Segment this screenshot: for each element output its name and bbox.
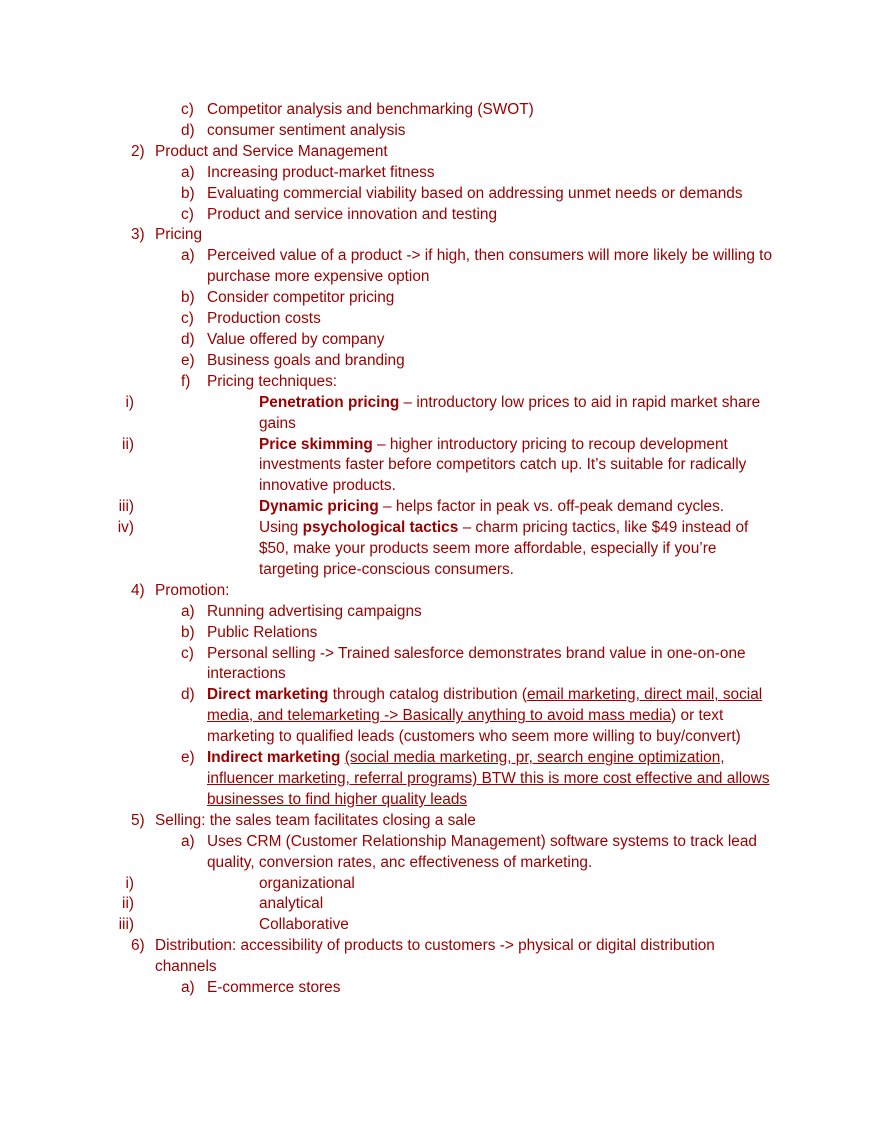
item-text: – charm pricing tactics, like $49 instead of $50, make your products seem more affordable, especially if you’re targeting price-conscious consumers. <box>259 519 749 578</box>
list-marker: i) <box>125 874 134 892</box>
list-marker: 5) <box>131 811 145 829</box>
underlined-text: (social media marketing, pr, search engine optimization, influencer marketing, referral programs) BTW this is more cost effective and allows businesses to find higher quality leads <box>207 749 770 808</box>
item-term: Indirect marketing <box>207 749 341 767</box>
item-text: Promotion: <box>155 581 230 599</box>
item-text: Increasing product-market fitness <box>207 163 435 181</box>
list-item <box>0 623 780 644</box>
item-text: Consider competitor pricing <box>207 289 395 307</box>
list-item <box>0 581 780 602</box>
list-item <box>0 121 780 142</box>
list-item <box>0 497 780 518</box>
list-marker: f) <box>181 372 191 390</box>
item-text: Business goals and branding <box>207 351 405 369</box>
list-marker: a) <box>181 163 195 181</box>
item-text: Public Relations <box>207 623 318 641</box>
item-text: Product and service innovation and testing <box>207 205 498 223</box>
item-text: through catalog distribution ( <box>328 686 527 704</box>
list-item <box>0 811 780 832</box>
item-text: organizational <box>259 874 355 892</box>
list-marker: b) <box>181 184 195 202</box>
list-marker: c) <box>181 101 194 118</box>
item-term: psychological tactics <box>302 519 459 537</box>
list-marker: iii) <box>118 498 134 516</box>
item-text: Value offered by company <box>207 330 385 348</box>
list-item <box>0 100 780 121</box>
item-text-post: ) or text marketing to qualified leads (customers who seem more willing to buy/convert) <box>207 707 741 746</box>
list-marker: b) <box>181 289 195 307</box>
item-text: Pricing <box>155 226 203 244</box>
list-item <box>0 435 780 498</box>
item-text: Competitor analysis and benchmarking (SWOT) <box>207 101 534 118</box>
list-item <box>0 246 780 288</box>
item-term: Penetration pricing <box>259 393 400 411</box>
list-item <box>0 748 780 811</box>
list-marker: d) <box>181 330 195 348</box>
item-text: E-commerce stores <box>207 979 341 997</box>
item-text: consumer sentiment analysis <box>207 121 406 139</box>
item-text: analytical <box>259 895 324 913</box>
list-marker: d) <box>181 686 195 704</box>
item-term: Direct marketing <box>207 686 329 704</box>
item-text: Collaborative <box>259 916 349 934</box>
list-item <box>0 205 780 226</box>
list-marker: 4) <box>131 581 145 599</box>
list-item <box>0 142 780 163</box>
list-item <box>0 309 780 330</box>
list-item <box>0 685 780 748</box>
item-text: – helps factor in peak vs. off-peak demand cycles. <box>378 498 725 516</box>
list-item <box>0 163 780 184</box>
list-item <box>0 518 780 581</box>
item-text: Perceived value of a product -> if high, then consumers will more likely be willing to purchase more expensive option <box>207 247 773 286</box>
list-marker: 6) <box>131 937 145 955</box>
list-marker: a) <box>181 602 195 620</box>
list-item <box>0 602 780 623</box>
list-marker: e) <box>181 749 195 767</box>
item-text: Pricing techniques: <box>207 372 338 390</box>
list-marker: b) <box>181 623 195 641</box>
list-marker: a) <box>181 979 195 997</box>
list-marker: c) <box>181 310 194 328</box>
list-item <box>0 832 780 874</box>
list-marker: c) <box>181 205 194 223</box>
item-text-pre: Using <box>259 519 303 537</box>
list-marker: e) <box>181 351 195 369</box>
outline-list <box>0 100 880 999</box>
list-marker: c) <box>181 644 194 662</box>
list-item <box>0 288 780 309</box>
item-text: – introductory low prices to aid in rapid market share gains <box>259 393 761 432</box>
list-marker: 2) <box>131 142 145 160</box>
list-marker: a) <box>181 832 195 850</box>
list-marker: iv) <box>117 519 134 537</box>
list-item <box>0 225 780 246</box>
item-text: Personal selling -> Trained salesforce demonstrates brand value in one-on-one interactions <box>207 644 746 683</box>
list-marker: d) <box>181 121 195 139</box>
list-item <box>0 936 780 978</box>
item-term: Dynamic pricing <box>259 498 379 516</box>
item-term: Price skimming <box>259 435 373 453</box>
list-item <box>0 184 780 205</box>
list-marker: i) <box>125 393 134 411</box>
item-text: Selling: the sales team facilitates closing a sale <box>155 811 476 829</box>
list-marker: 3) <box>131 226 145 244</box>
item-text: – higher introductory pricing to recoup development investments faster before competitors catch up. It’s suitable for radically innovative products. <box>259 435 747 495</box>
list-item <box>0 330 780 351</box>
item-text: Uses CRM (Customer Relationship Management) software systems to track lead quality, conversion rates, anc effectiveness of marketing. <box>207 832 757 871</box>
item-text: Evaluating commercial viability based on addressing unmet needs or demands <box>207 184 743 202</box>
list-marker: ii) <box>122 435 134 453</box>
list-item <box>0 393 780 435</box>
list-item <box>0 372 780 393</box>
item-text: Running advertising campaigns <box>207 602 422 620</box>
list-item <box>0 351 780 372</box>
list-marker: iii) <box>118 916 134 934</box>
list-item <box>0 644 780 686</box>
list-item <box>0 978 780 999</box>
list-item <box>0 874 780 895</box>
list-item <box>0 894 780 915</box>
item-text: Production costs <box>207 310 321 328</box>
list-marker: ii) <box>122 895 134 913</box>
list-marker: a) <box>181 247 195 265</box>
underlined-text: email marketing, direct mail, social media, and telemarketing -> Basically anything to avoid mass media <box>207 686 763 725</box>
item-text: Product and Service Management <box>155 142 388 160</box>
list-item <box>0 915 780 936</box>
item-text: Distribution: accessibility of products to customers -> physical or digital distribution channels <box>155 937 715 976</box>
